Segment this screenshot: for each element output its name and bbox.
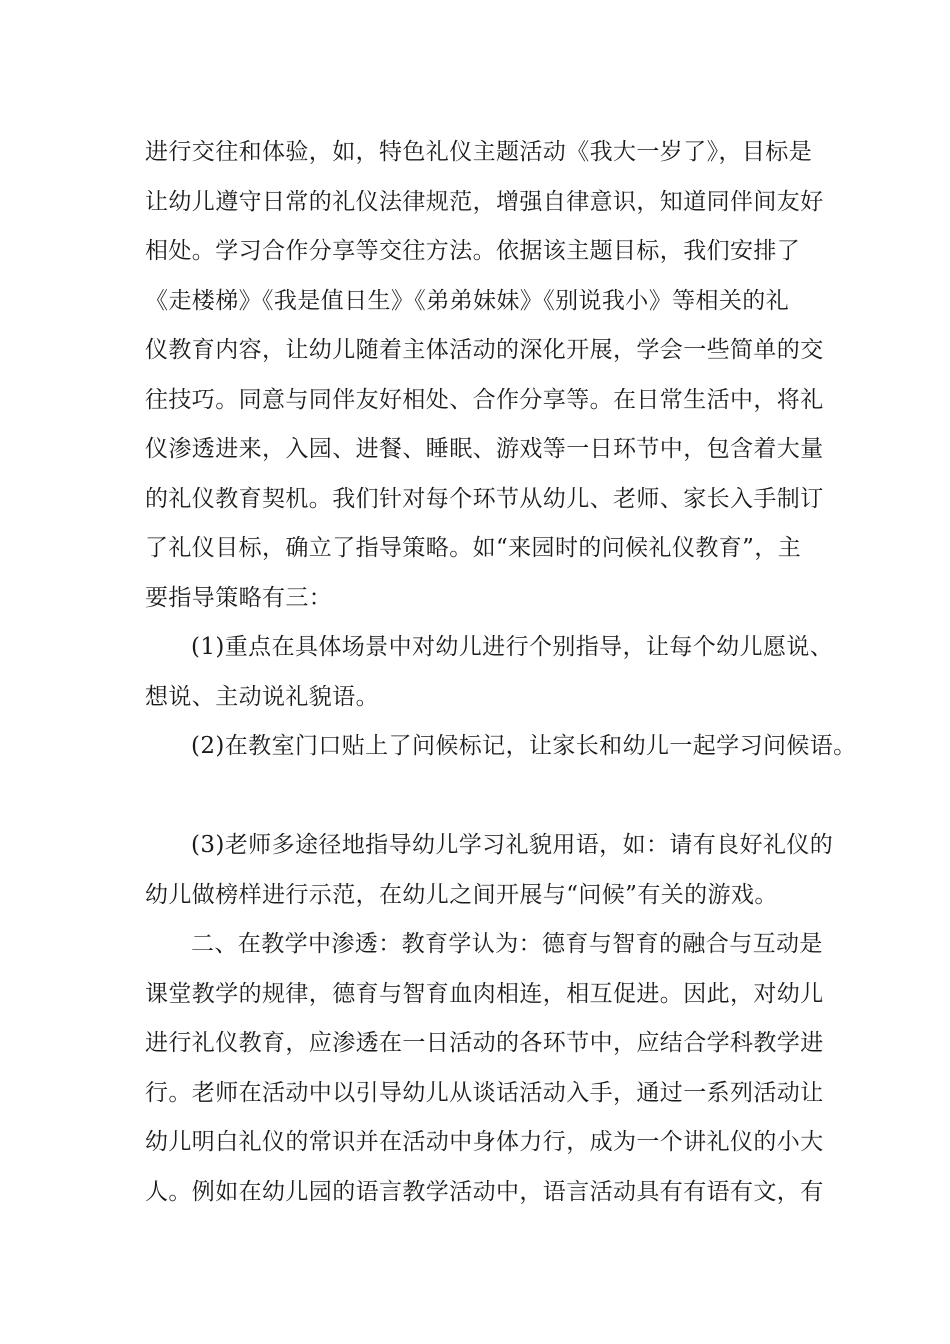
text-line: 进行礼仪教育，应渗透在一日活动的各环节中，应结合学科教学进 — [145, 1030, 824, 1056]
text-line: 仪教育内容，让幼儿随着主体活动的深化开展，学会一些简单的交 — [145, 337, 824, 363]
text-line: 幼儿明白礼仪的常识并在活动中身体力行，成为一个讲礼仪的小大 — [145, 1129, 824, 1155]
text-line: 进行交往和体验，如，特色礼仪主题活动《我大一岁了》，目标是 — [145, 139, 813, 165]
text-line: 仪渗透进来，入园、进餐、睡眠、游戏等一日环节中，包含着大量 — [145, 436, 824, 462]
text-line: 人。例如在幼儿园的语言教学活动中，语言活动具有有语有文，有 — [145, 1178, 824, 1205]
text-line: 课堂教学的规律，德育与智育血肉相连，相互促进。因此，对幼儿 — [145, 980, 824, 1007]
text-line: 让幼儿遵守日常的礼仪法律规范，增强自律意识，知道同伴间友好 — [145, 188, 824, 215]
text-line: 幼儿做榜样进行示范，在幼儿之间开展与“问候”有关的游戏。 — [145, 881, 778, 908]
text-line: 了礼仪目标，确立了指导策略。如“来园时的问候礼仪教育”，主 — [145, 535, 802, 561]
list-item-3: (3)老师多途径地指导幼儿学习礼貌用语，如：请有良好礼仪的 — [191, 832, 834, 858]
text-line: 相处。学习合作分享等交往方法。依据该主题目标，我们安排了 — [145, 238, 801, 264]
section-heading-paragraph: 二、在教学中渗透：教育学认为：德育与智育的融合与互动是 — [191, 931, 823, 957]
list-item-1: (1)重点在具体场景中对幼儿进行个别指导，让每个幼儿愿说、 — [191, 634, 834, 660]
list-item-2: (2)在教室门口贴上了问候标记，让家长和幼儿一起学习问候语。 — [191, 733, 857, 759]
text-line: 往技巧。同意与同伴友好相处、合作分享等。在日常生活中，将礼 — [145, 386, 824, 413]
text-line: 的礼仪教育契机。我们针对每个环节从幼儿、老师、家长入手制订 — [145, 485, 824, 512]
body-text — [145, 128, 857, 1217]
text-line: 行。老师在活动中以引导幼儿从谈话活动入手，通过一系列活动让 — [145, 1079, 824, 1106]
text-line: 要指导策略有三： — [145, 584, 333, 611]
blank-line — [145, 772, 825, 822]
text-line: 想说、主动说礼貌语。 — [145, 683, 379, 710]
text-line: 《走楼梯》《我是值日生》《弟弟妹妹》《别说我小》等相关的礼 — [145, 287, 790, 314]
